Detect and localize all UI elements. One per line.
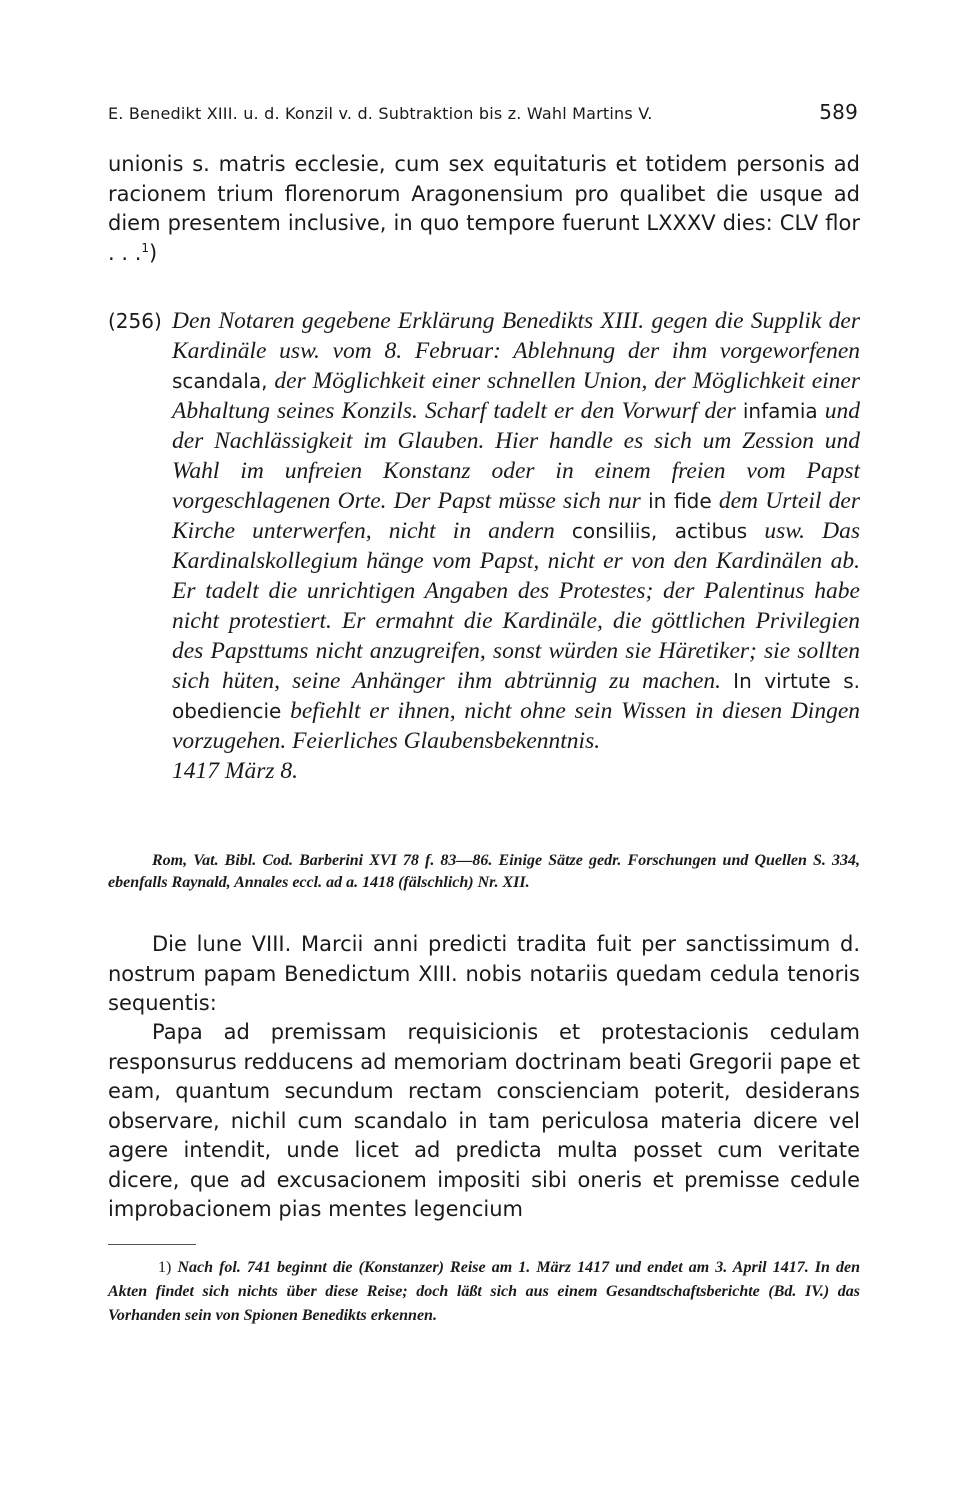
running-title: E. Benedikt XIII. u. d. Konzil v. d. Subtraktion bis z. Wahl Martins V. (108, 104, 653, 123)
regest-segment: dem Urteil der Kirche unterwerfen, nicht in andern (172, 488, 860, 544)
regest-date: 1417 März 8. (172, 758, 298, 784)
footnote-marker: 1) (158, 1259, 172, 1276)
paragraph-close: ) (149, 240, 158, 265)
regest-number: (256) (108, 309, 162, 333)
regest-segment: Den Notaren gegebene Erklärung Benedikts XIII. gegen die Supplik der Kardinäle usw. vom 8. Februar: Ablehnung der ihm vorgeworfenen (172, 308, 860, 364)
page-number: 589 (819, 100, 858, 124)
source-text: Rom, Vat. Bibl. Cod. Barberini XVI 78 f. 83—86. Einige Sätze gedr. Forschungen und Quellen S. 334, ebenfalls Raynald, Annales eccl. ad a. 1418 (fälschlich) Nr. XII. (108, 852, 860, 891)
paragraph-continuation (108, 150, 860, 268)
footnote-divider (108, 1244, 196, 1245)
regest-segment: der Möglichkeit einer schnellen Union, der Möglichkeit einer Abhaltung seines Konzils. Scharf tadelt er den Vorwurf der (172, 368, 860, 424)
paragraph-text: Papa ad premissam requisicionis et protestacionis cedulam responsurus redducens ad memoriam doctrinam beati Gregorii pape et eam, quantum secundum rectam conscienciam poterit, desiderans observare, nichil cum scandalo in tam periculosa materia dicere vel agere intendit, unde licet ad predicta multa posset cum veritate dicere, que ad excusacionem impositi sibi oneris et premisse cedule improbacionem pias mentes legencium (108, 1020, 860, 1221)
regest-segment: befiehlt er ihnen, nicht ohne sein Wissen in diesen Dingen vorzugehen. Feierliches Glaubensbekenntnis. (172, 698, 861, 754)
footnote-reference[interactable]: 1 (141, 240, 150, 255)
regest-summary (172, 306, 860, 786)
latin-term: In virtute s. obediencie (172, 669, 860, 723)
regest-segment: und der Nachlässigkeit im Glauben. Hier handle es sich um Zession und Wahl im unfreien Konstanz oder in einem freien vom Papst vorgeschlagenen Orte. Der Papst müsse sich nur (172, 398, 860, 514)
running-header (108, 100, 858, 130)
regest-entry (108, 306, 860, 786)
latin-term: scandala, (172, 369, 268, 393)
paragraph-text: unionis s. matris ecclesie, cum sex equitaturis et totidem personis ad racionem trium florenorum Aragonensium pro qualibet die usque ad diem presentem inclusive, in quo tempore fuerunt LXXXV dies: CLV flor . . . (108, 152, 860, 265)
footnote (108, 1256, 860, 1328)
regest-segment: usw. Das Kardinalskollegium hänge vom Papst, nicht er von den Kardinälen ab. Er tadelt die unrichtigen Angaben des Protestes; der Palentinus habe nicht protestiert. Er ermahnt die Kardinäle, die göttlichen Privilegien des Papsttums nicht anzugreifen, sonst würden sie Häretiker; sie sollten sich hüten, seine Anhänger ihm abtrünnig zu machen. (172, 518, 861, 694)
latin-term: consiliis, actibus (571, 519, 748, 543)
paragraph-intro (108, 930, 860, 1019)
latin-term: in fide (648, 489, 712, 513)
source-citation (108, 850, 860, 894)
latin-term: infamia (742, 399, 818, 423)
paragraph-main (108, 1018, 860, 1225)
footnote-text: Nach fol. 741 beginnt die (Konstanzer) Reise am 1. März 1417 und endet am 3. April 1417. In den Akten findet sich nichts über diese Reise; doch läßt sich aus einem Gesandtschaftsberichte (Bd. IV.) das Vorhanden sein von Spionen Benedikts erkennen. (108, 1259, 861, 1324)
paragraph-text: Die lune VIII. Marcii anni predicti tradita fuit per sanctissimum d. nostrum papam Benedictum XIII. nobis notariis quedam cedula tenoris sequentis: (108, 932, 860, 1015)
